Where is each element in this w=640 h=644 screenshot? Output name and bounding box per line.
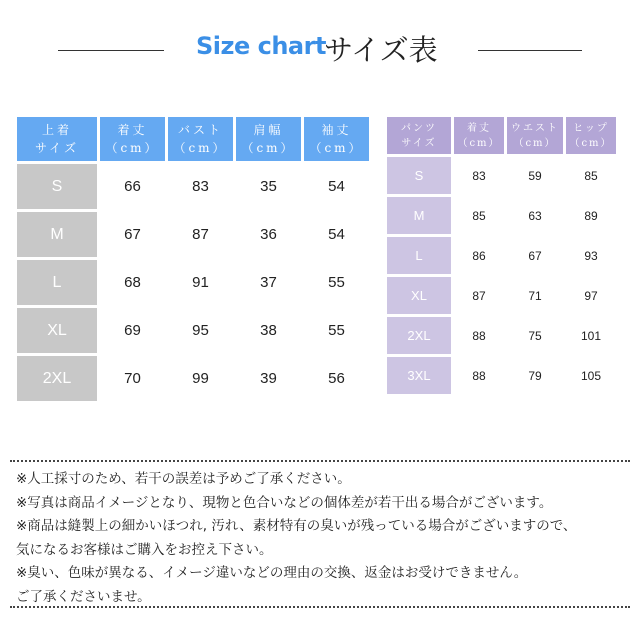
waist-value: 79 [528,368,542,383]
size-label: M [17,212,97,257]
bust-value: 99 [192,370,209,387]
note-line: 気になるお客様はご購入をお控え下さい。 [16,541,273,558]
table-row [387,277,616,314]
length-value: 67 [124,226,141,243]
table-row [17,212,369,257]
hip-value: 89 [584,208,598,223]
tops-header-size [17,117,97,161]
length-value: 66 [124,178,141,195]
table-row [17,164,369,209]
length-value: 85 [472,208,486,223]
header-label: 着丈 [117,123,148,137]
size-label: S [387,157,451,194]
length-value: 87 [472,288,486,303]
table-row [17,260,369,305]
tops-size-table [14,114,372,404]
note-line: ※写真は商品イメージとなり、現物と色合いなどの個体差が若干出る場合がございます。 [16,494,553,511]
pants-header-hip [566,117,616,154]
header-sub: （cm） [457,137,501,149]
header-sub: （cm） [105,141,160,155]
length-value: 88 [472,328,486,343]
note-line: ご了承くださいませ。 [16,588,151,605]
tops-header-shoulder [236,117,301,161]
length-value: 68 [124,274,141,291]
length-value: 83 [472,168,486,183]
sleeve-value: 54 [328,226,345,243]
table-row [17,308,369,353]
header-label: 袖丈 [321,123,352,137]
sleeve-value: 55 [328,274,345,291]
header-label: ヒップ [573,122,609,134]
table-row [17,356,369,401]
sleeve-value: 55 [328,322,345,339]
header-sub: （cm） [309,141,364,155]
pants-size-table [384,114,619,397]
header-sub: （cm） [173,141,228,155]
note-line: ※臭い、色味が異なる、イメージ違いなどの理由の交換、返金はお受けできません。 [16,565,528,582]
header-label: ウエスト [511,122,559,134]
header-sub: サイズ [401,137,437,149]
shoulder-value: 39 [260,370,277,387]
header-sub: （cm） [513,137,557,149]
length-value: 70 [124,370,141,387]
waist-value: 67 [528,248,542,263]
title-english: Size chart [196,32,326,60]
size-label: S [17,164,97,209]
size-label: 3XL [387,357,451,394]
length-value: 86 [472,248,486,263]
length-value: 88 [472,368,486,383]
table-row [387,357,616,394]
tops-header-bust [168,117,233,161]
bust-value: 91 [192,274,209,291]
hip-value: 101 [580,328,602,343]
note-line: ※商品は縫製上の細かいほつれ, 汚れ、素材特有の臭いが残っている場合がございますので、 [16,518,577,535]
pants-header-length [454,117,504,154]
hip-value: 97 [584,288,598,303]
size-label: 2XL [387,317,451,354]
length-value: 69 [124,322,141,339]
hip-value: 93 [584,248,598,263]
waist-value: 63 [528,208,542,223]
size-label: L [387,237,451,274]
table-row [387,197,616,234]
waist-value: 71 [528,288,542,303]
header-label: 上着 [41,123,72,137]
header-label: 肩幅 [253,123,284,137]
bust-value: 83 [192,178,209,195]
shoulder-value: 36 [260,226,277,243]
shoulder-value: 35 [260,178,277,195]
sleeve-value: 54 [328,178,345,195]
bust-value: 95 [192,322,209,339]
waist-value: 59 [528,168,542,183]
tops-header-sleeve [304,117,369,161]
header-label: パンツ [401,122,437,134]
bust-value: 87 [192,226,209,243]
table-row [387,317,616,354]
header-sub: （cm） [569,137,613,149]
title-rule-left [58,50,164,51]
shoulder-value: 37 [260,274,277,291]
hip-value: 85 [584,168,598,183]
pants-header-row [387,117,616,154]
tops-header-length [100,117,165,161]
size-label: 2XL [17,356,97,401]
title-rule-right [478,50,582,51]
header-label: バスト [177,123,223,137]
pants-header-waist [507,117,563,154]
size-label: M [387,197,451,234]
size-label: L [17,260,97,305]
header-sub: サイズ [34,141,80,155]
header-label: 着丈 [467,122,491,134]
notes-box [10,460,630,608]
waist-value: 75 [528,328,542,343]
note-line: ※人工採寸のため、若干の誤差は予めご了承ください。 [16,471,351,487]
size-label: XL [17,308,97,353]
pants-header-size [387,117,451,154]
table-row [387,157,616,194]
header-sub: （cm） [241,141,296,155]
shoulder-value: 38 [260,322,277,339]
tops-header-row [17,117,369,161]
sleeve-value: 56 [328,370,345,387]
table-row [387,237,616,274]
hip-value: 105 [580,368,602,383]
size-label: XL [387,277,451,314]
title-japanese: サイズ表 [324,33,438,67]
